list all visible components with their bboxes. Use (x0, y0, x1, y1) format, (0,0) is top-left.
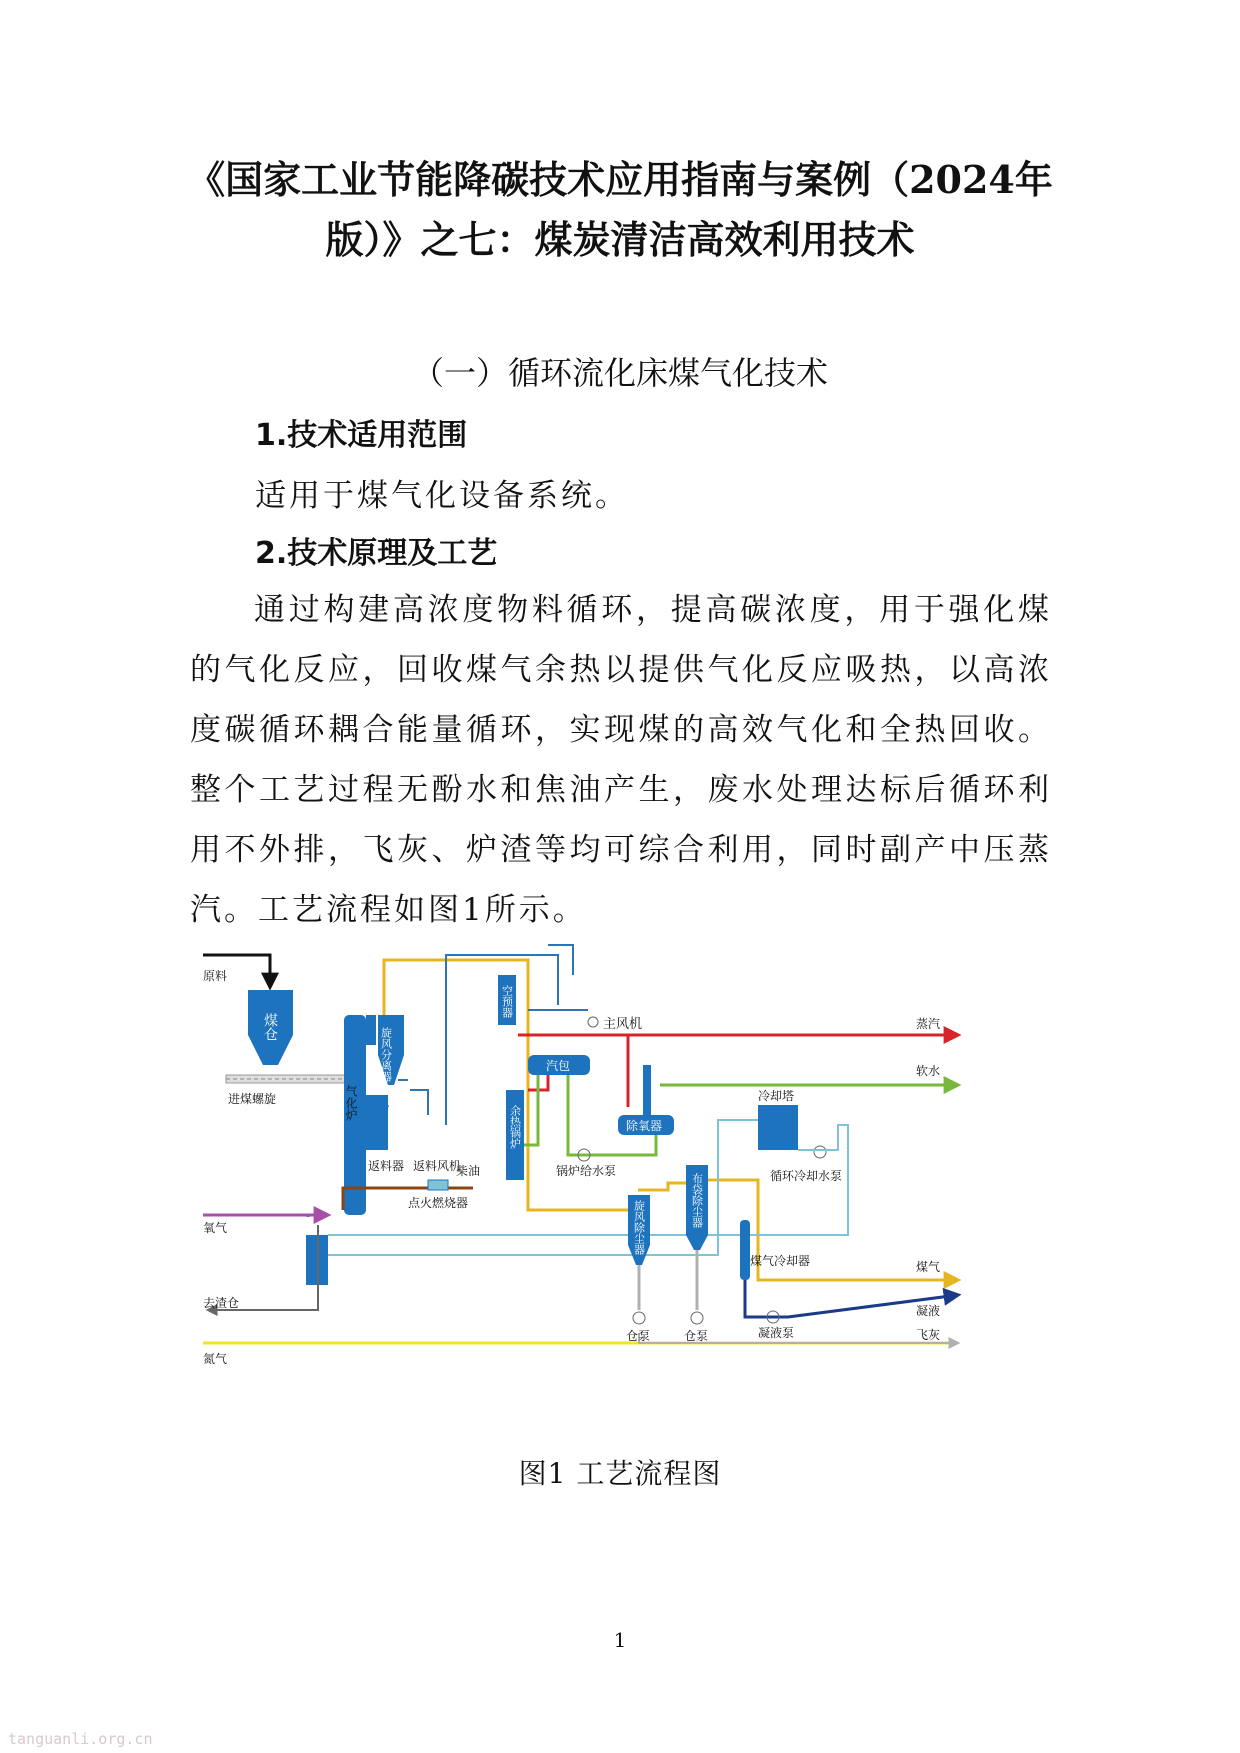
title-line-2: 版）》之七：煤炭清洁高效利用技术 (325, 217, 915, 262)
cooling-tower-label: 冷却塔 (758, 1089, 795, 1103)
cooling-tower (758, 1105, 798, 1150)
gasifier-label: 气化炉 (344, 1085, 358, 1121)
silo-pump-2 (691, 1312, 703, 1324)
steam-drum-label: 汽包 (546, 1059, 571, 1073)
paragraph-scope: 适用于煤气化设备系统。 (255, 478, 629, 514)
main-fan (588, 1017, 598, 1027)
nitrogen-label: 氮气 (203, 1352, 228, 1366)
cw-pump-label: 循环冷却水泵 (770, 1169, 843, 1183)
gas-cooler (740, 1220, 750, 1280)
return-device (366, 1095, 388, 1150)
to-slag-label: 去渣仓 (203, 1296, 240, 1310)
section-title: （一）循环流化床煤气化技术 (411, 354, 828, 392)
flyash-label: 飞灰 (916, 1328, 941, 1342)
air-preheater-label: 空预器 (500, 985, 514, 1018)
steam-label: 蒸汽 (916, 1017, 941, 1031)
bag-filter-label: 布袋除尘器 (690, 1173, 704, 1228)
paragraph-principle: 通过构建高浓度物料循环，提高碳浓度，用于强化煤的气化反应，回收煤气余热以提供气化反应吸热，以高浓度碳循环耦合能量循环，实现煤的高效气化和全热回收。整个工艺过程无酚水和焦油产生，废水处理达标后循环利用不外排，飞灰、炉渣等均可综合利用，同时副产中压蒸汽。工艺流程如图1所示。 (190, 592, 1052, 928)
heading-scope: 1.技术适用范围 (255, 418, 468, 453)
silo-pump-2-label: 仓泵 (684, 1329, 709, 1343)
heading-principle: 2.技术原理及工艺 (255, 536, 498, 571)
oxygen-label: 氧气 (203, 1221, 228, 1235)
page-number: 1 (613, 1628, 627, 1652)
softwater-label: 软水 (916, 1064, 941, 1078)
return-dev-label: 返料器 (368, 1159, 405, 1173)
figure-caption: 图1 工艺流程图 (518, 1457, 722, 1490)
watermark: tanguanli.org.cn (8, 1730, 153, 1748)
main-fan-label: 主风机 (603, 1017, 643, 1032)
burner-label: 点火燃烧器 (408, 1196, 469, 1210)
silo-pump-1-label: 仓泵 (626, 1329, 651, 1343)
diesel-label: 柴油 (456, 1164, 481, 1178)
title-line-1: 《国家工业节能降碳技术应用指南与案例（2024年 (187, 157, 1053, 202)
document-title (150, 150, 1090, 270)
return-fan-label: 返料风机 (413, 1159, 462, 1173)
cyclone-dust-label: 旋风除尘器 (632, 1200, 646, 1255)
condensate-label: 凝液 (916, 1304, 941, 1318)
deaerator-label: 除氧器 (626, 1119, 663, 1133)
gas-label: 煤气 (916, 1260, 941, 1274)
gas-cooler-label: 煤气冷却器 (750, 1254, 811, 1268)
process-flow-diagram (198, 935, 1043, 1415)
cw-pump (814, 1146, 826, 1158)
waste-heat-boiler-label: 余热锅炉 (508, 1105, 522, 1149)
feed-pump-label: 锅炉给水泵 (556, 1164, 617, 1178)
raw-label: 原料 (203, 969, 228, 983)
screw-label: 进煤螺旋 (228, 1092, 277, 1106)
ignition-burner (428, 1180, 448, 1190)
cyclone-sep-label: 旋风分离器 (379, 1027, 393, 1082)
coal-bin-label: 煤仓 (262, 1013, 278, 1041)
cond-pump-label: 凝液泵 (758, 1326, 795, 1340)
silo-pump-1 (633, 1312, 645, 1324)
